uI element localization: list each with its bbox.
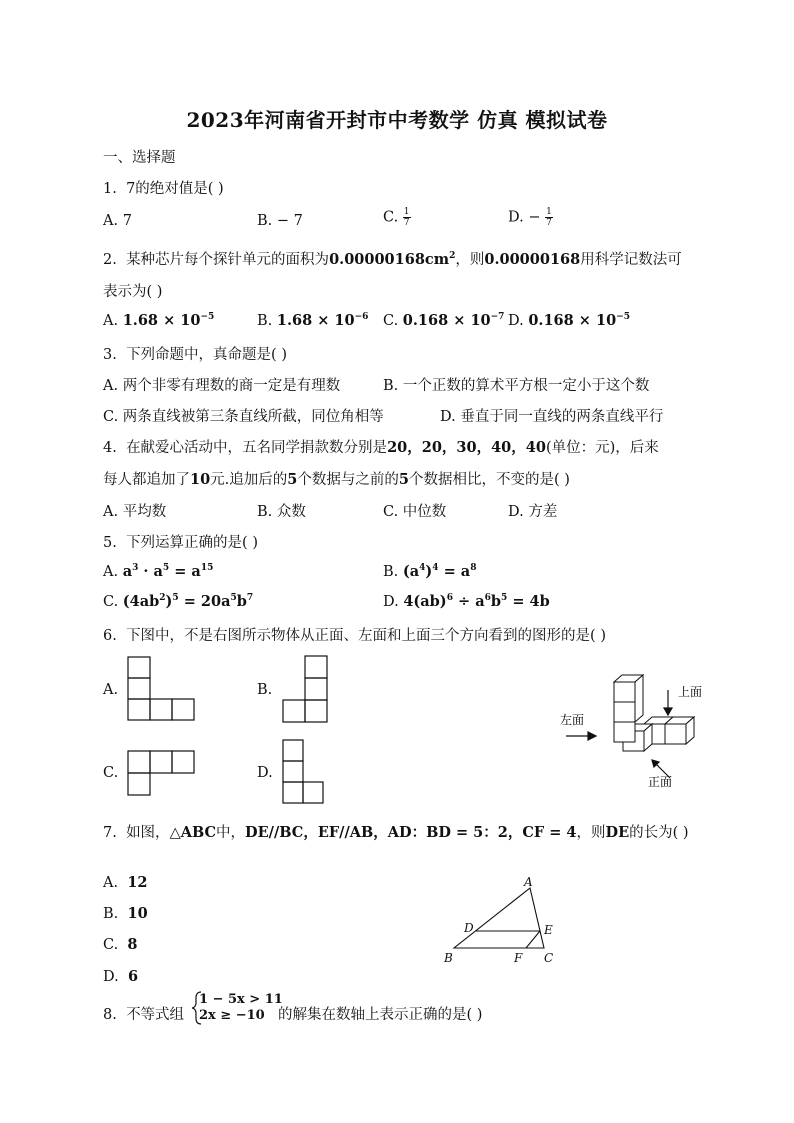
- q3-option-b[interactable]: B. 一个正数的算术平方根一定小于这个数: [383, 378, 650, 394]
- inequality-1: 1 − 5x > 11: [199, 992, 283, 1007]
- q4-option-b[interactable]: B. 众数: [257, 504, 306, 520]
- label-front-view: 正面: [648, 775, 673, 789]
- question-stem: 下图中，不是右图所示物体从正面、左面和上面三个方向看到的图形的是( ): [126, 628, 606, 644]
- q7-option-a[interactable]: A. 12: [103, 874, 148, 891]
- q4-option-d[interactable]: D. 方差: [508, 504, 558, 520]
- q2-option-d[interactable]: D. $0.168 \times 10^{-5}$: [508, 312, 630, 329]
- exponent: 2: [449, 251, 456, 262]
- q3-option-a[interactable]: A. 两个非零有理数的商一定是有理数: [103, 378, 341, 394]
- q1-option-b[interactable]: B. − 7: [257, 213, 303, 229]
- q5-option-c[interactable]: C. $(4ab^2)^5 = 20a^5b^7$: [103, 593, 254, 610]
- q5-option-d[interactable]: D. $4(ab)^6 \div a^6b^5 = 4b$: [383, 593, 550, 610]
- question-4-line2: 每人都追加了10元.追加后的5个数据与之前的5个数据相比，不变的是( ): [103, 471, 570, 488]
- option-label: C.: [383, 209, 399, 226]
- question-stem: 某种芯片每个探针单元的面积为: [126, 252, 330, 268]
- q6-solid-figure: [560, 668, 710, 790]
- q1-option-a[interactable]: A. 7: [103, 213, 132, 229]
- question-8: 8. 不等式组: [103, 1007, 185, 1023]
- question-1: [103, 177, 224, 198]
- question-number: 4.: [103, 440, 117, 456]
- q6-figure-b: [283, 656, 331, 722]
- fraction: $\frac{1}{7}$: [403, 207, 410, 228]
- q4-option-a[interactable]: A. 平均数: [103, 504, 167, 520]
- q1-option-c[interactable]: [383, 207, 411, 228]
- question-stem: 下列运算正确的是( ): [126, 535, 258, 551]
- question-number: 8.: [103, 1007, 117, 1023]
- q6-figure-a: [128, 657, 198, 721]
- q2-option-c[interactable]: C. $0.168 \times 10^{-7}$: [383, 312, 505, 329]
- math-value: 0.00000168cm: [329, 251, 450, 268]
- question-number: 1.: [103, 181, 117, 197]
- q6-option-c[interactable]: C.: [103, 765, 119, 781]
- option-label: D. −: [508, 209, 541, 226]
- q4-option-c[interactable]: C. 中位数: [383, 504, 447, 520]
- label-top-view: 上面: [678, 685, 703, 699]
- q7-option-c[interactable]: C. 8: [103, 936, 138, 953]
- question-2: [103, 248, 682, 269]
- inequality-system: [199, 992, 283, 1024]
- point-d-label: D: [464, 921, 474, 935]
- question-6: [103, 624, 606, 645]
- inequality-2: 2x ≥ −10: [199, 1008, 265, 1023]
- question-stem: 下列命题中，真命题是( ): [126, 347, 287, 363]
- q6-option-a[interactable]: A.: [103, 682, 119, 698]
- q7-option-b[interactable]: B. 10: [103, 905, 148, 922]
- point-f-label: F: [514, 951, 523, 965]
- question-stem: 用科学记数法可: [580, 252, 682, 268]
- question-7: 7. 如图，△ABC中，DE//BC，EF//AB，AD：BD = 5：2，CF = 4，则DE的长为( ): [103, 824, 689, 841]
- point-b-label: B: [444, 951, 453, 965]
- question-number: 3.: [103, 347, 117, 363]
- q7-option-d[interactable]: D. 6: [103, 968, 139, 985]
- q3-option-d[interactable]: D. 垂直于同一直线的两条直线平行: [440, 409, 664, 425]
- q2-option-b[interactable]: B. $1.68 \times 10^{-6}$: [257, 312, 369, 329]
- q5-option-a[interactable]: A. $a^3 \cdot a^5 = a^{15}$: [103, 563, 214, 580]
- label-left-view: 左面: [560, 713, 585, 727]
- fraction: $\frac{1}{7}$: [546, 207, 552, 228]
- q2-option-a[interactable]: A. $1.68 \times 10^{-5}$: [103, 312, 215, 329]
- question-5: [103, 531, 258, 552]
- question-3: [103, 343, 287, 364]
- q6-option-d[interactable]: D.: [257, 765, 273, 781]
- point-e-label: E: [544, 923, 553, 937]
- question-4: 4. 在献爱心活动中，五名同学捐款数分别是20，20，30，40，40(单位：元)，后来: [103, 439, 659, 456]
- question-stem: ，则: [455, 252, 485, 268]
- q3-option-c[interactable]: C. 两条直线被第三条直线所截，同位角相等: [103, 409, 384, 425]
- page-title: 2023年河南省开封市中考数学 仿真 模拟试卷: [186, 108, 608, 132]
- question-number: 2.: [103, 252, 117, 268]
- q6-figure-d: [283, 740, 327, 804]
- question-2-line2: 表示为( ): [103, 284, 163, 300]
- q7-triangle-figure: [440, 876, 560, 968]
- point-c-label: C: [544, 951, 554, 965]
- section-heading: 一、选择题: [103, 150, 176, 166]
- question-stem: 7的绝对值是( ): [126, 181, 224, 197]
- question-number: 7.: [103, 825, 117, 841]
- q5-option-b[interactable]: B. $(a^4)^4 = a^8$: [383, 563, 477, 580]
- question-number: 5.: [103, 535, 117, 551]
- question-number: 6.: [103, 628, 117, 644]
- question-8-stem: 的解集在数轴上表示正确的是( ): [278, 1007, 483, 1023]
- q1-option-d[interactable]: [508, 207, 553, 228]
- point-a-label: A: [524, 875, 533, 889]
- math-value: 0.00000168: [484, 251, 581, 268]
- q6-option-b[interactable]: B.: [257, 682, 273, 698]
- q6-figure-c: [128, 751, 198, 795]
